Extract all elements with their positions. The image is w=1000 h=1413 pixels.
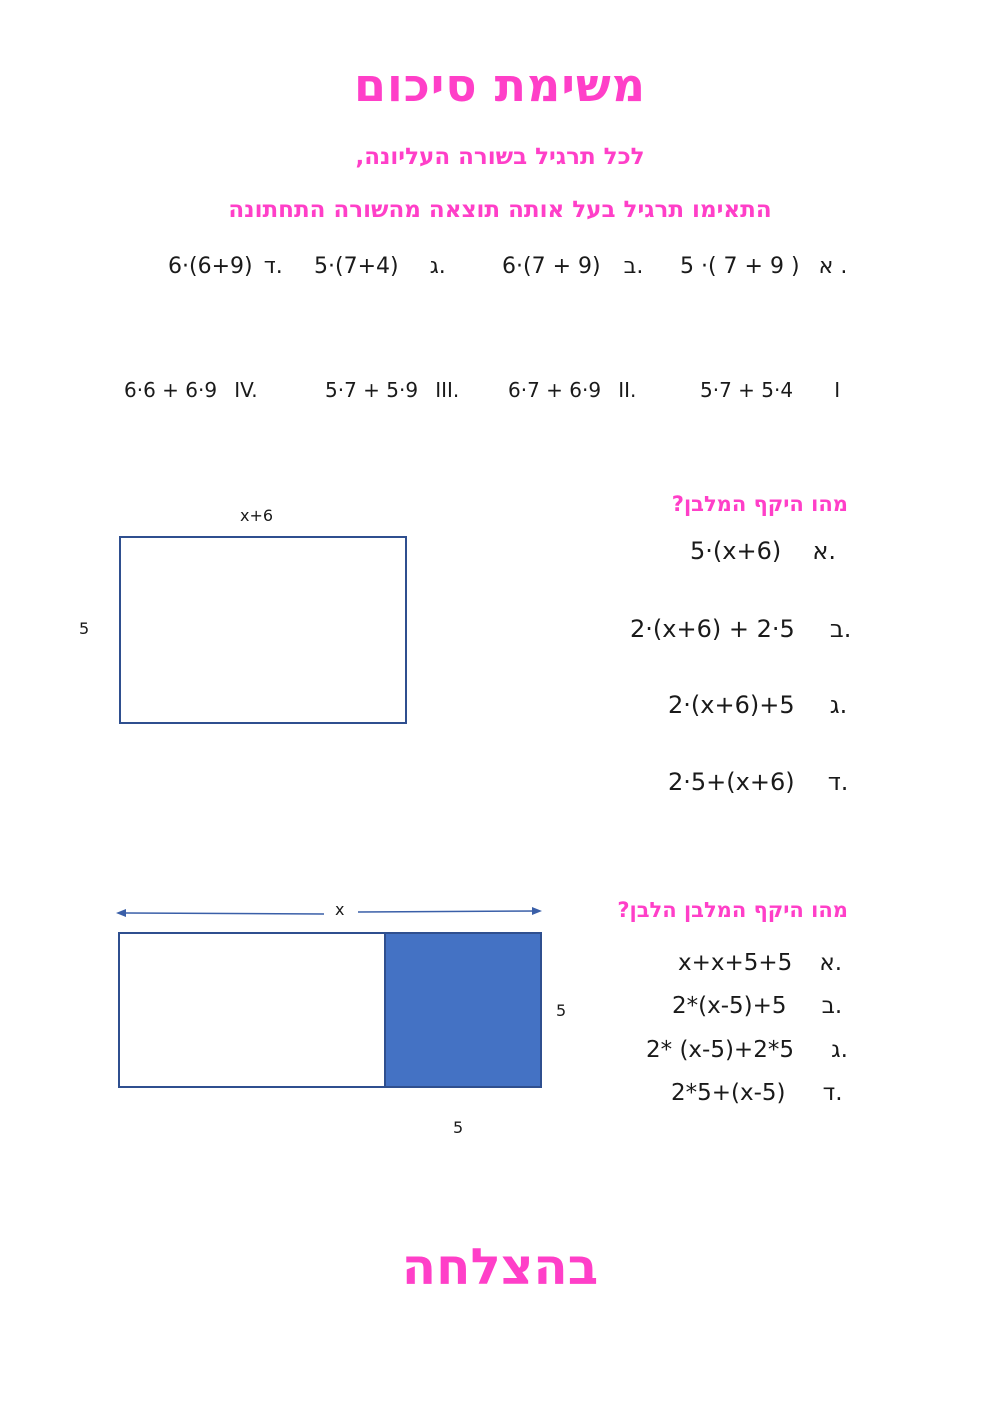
top-exercise-a-expr: 5 ·( 7 + 9 ) (680, 254, 800, 279)
blue-square (384, 932, 542, 1088)
top-exercise-b-expr: 6·(7 + 9) (502, 254, 601, 279)
top-exercise-b (502, 254, 643, 279)
q1-option-c (668, 691, 847, 719)
q1-option-d-label: ד. (827, 768, 849, 796)
white-rectangle (118, 932, 386, 1088)
question1-heading: מהו היקף המלבן? (671, 492, 848, 516)
q1-option-a-expr: 5·(x+6) (690, 537, 782, 565)
bottom-exercise-4 (124, 378, 258, 402)
q1-option-a (690, 537, 836, 565)
bottom-exercise-4-expr: 6·6 + 6·9 (124, 378, 218, 402)
bottom-exercise-1-expr: 5·7 + 5·4 (700, 378, 794, 402)
width-label: x (335, 900, 345, 919)
q2-option-a-expr: x+x+5+5 (678, 950, 793, 976)
top-exercise-c-expr: 5·(7+4) (314, 254, 399, 279)
q2-option-b-label: ב. (821, 993, 843, 1019)
top-exercise-d (168, 254, 283, 279)
top-exercise-a-label: א . (818, 254, 848, 279)
q2-option-d (671, 1080, 843, 1106)
bottom-exercise-3 (325, 378, 459, 402)
rectangle-figure (119, 536, 407, 724)
bottom-exercise-4-label: IV. (234, 378, 258, 402)
q2-option-c-label: ג. (831, 1037, 848, 1063)
q2-option-d-expr: 2*5+(x-5) (671, 1080, 786, 1106)
good-luck-footer: בהצלחה (401, 1238, 599, 1296)
bottom-exercise-3-label: III. (435, 378, 460, 402)
top-exercise-a (680, 254, 847, 279)
bottom-exercise-2-label: II. (618, 378, 637, 402)
instruction-line-1: לכל תרגיל בשורה העליונה, (355, 144, 645, 170)
q2-option-b-expr: 2*(x-5)+5 (672, 993, 787, 1019)
width-arrow-icon (112, 900, 548, 926)
instruction-line-2: התאימו תרגיל בעל אותה תוצאה מהשורה התחתונה (228, 197, 772, 223)
q1-option-d-expr: 2·5+(x+6) (668, 768, 795, 796)
q2-option-d-label: ד. (822, 1080, 843, 1106)
top-exercise-c-label: ג. (429, 254, 446, 279)
q2-option-a-label: א. (819, 950, 843, 976)
square-side-label: 5 (556, 1001, 567, 1020)
bottom-exercise-1 (700, 378, 840, 402)
bottom-exercise-3-expr: 5·7 + 5·9 (325, 378, 419, 402)
rect1-side-label: 5 (79, 619, 90, 638)
q2-option-c (646, 1037, 848, 1063)
bottom-exercise-2 (508, 378, 636, 402)
q2-option-b (672, 993, 842, 1019)
q2-option-c-expr: 2* (x-5)+2*5 (646, 1037, 794, 1063)
q1-option-b-label: ב. (829, 615, 852, 643)
q1-option-a-label: א. (812, 537, 836, 565)
top-exercise-d-expr: 6·(6+9) (168, 254, 253, 279)
rect1-top-label: x+6 (240, 506, 274, 525)
square-bottom-label: 5 (453, 1118, 464, 1137)
page-title: משימת סיכום (353, 58, 647, 112)
top-exercise-d-label: ד. (263, 254, 283, 279)
q1-option-c-expr: 2·(x+6)+5 (668, 691, 795, 719)
q1-option-c-label: ג. (829, 691, 848, 719)
q1-option-b-expr: 2·(x+6) + 2·5 (630, 615, 795, 643)
q1-option-b (630, 615, 851, 643)
bottom-exercise-2-expr: 6·7 + 6·9 (508, 378, 602, 402)
bottom-exercise-1-label: I (834, 378, 841, 402)
q2-option-a (678, 950, 842, 976)
q1-option-d (668, 768, 848, 796)
top-exercise-b-label: ב. (623, 254, 644, 279)
top-exercise-c (314, 254, 446, 279)
question2-heading: מהו היקף המלבן הלבן? (617, 898, 848, 922)
